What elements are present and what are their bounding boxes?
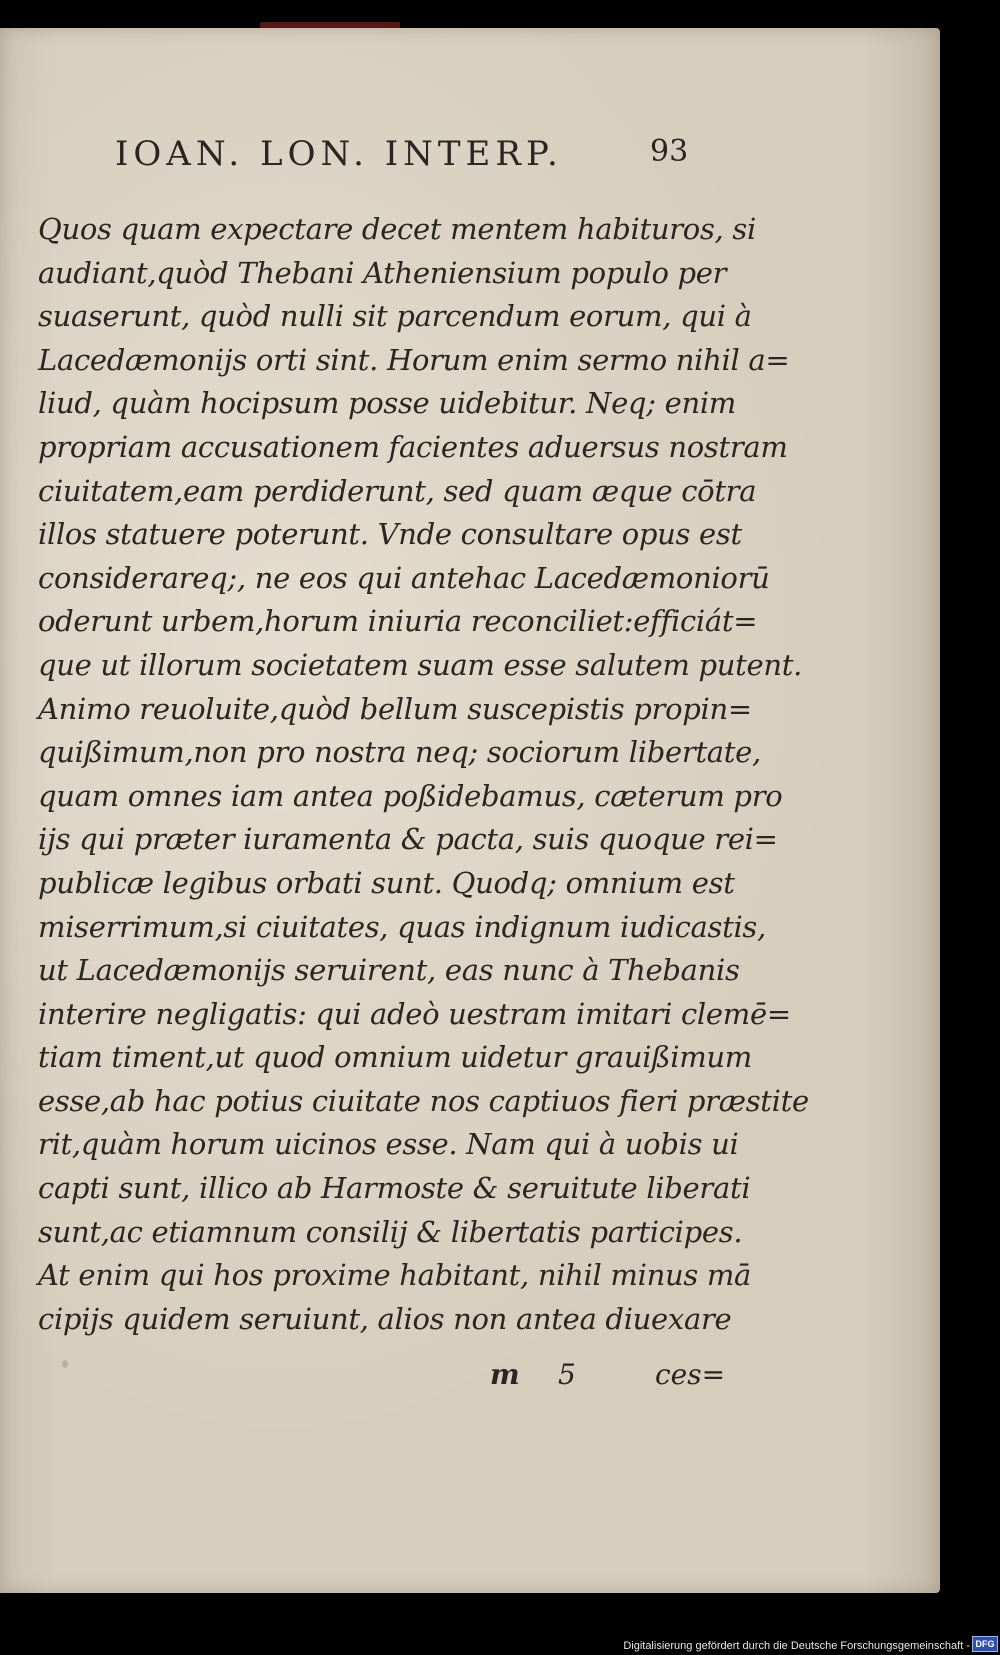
text-line: At enim qui hos proxime habitant, nihil minus mā <box>38 1258 752 1293</box>
text-line: propriam accusationem facientes aduersus nostram <box>38 429 788 464</box>
text-line: illos statuere poterunt. Vnde consultare opus est <box>38 517 742 552</box>
book-page <box>0 28 940 1593</box>
text-line: esse,ab hac potius ciuitate nos captiuos fieri præstite <box>38 1083 809 1118</box>
running-head-title: IOAN. LON. INTERP. <box>115 134 563 174</box>
text-line: quam omnes iam antea poßidebamus, cæterum pro <box>38 778 783 813</box>
text-line: sunt,ac etiamnum consilij & libertatis participes. <box>38 1214 743 1249</box>
text-line: suaserunt, quòd nulli sit parcendum eorum, qui à <box>38 299 752 334</box>
text-line: publicæ legibus orbati sunt. Quodq; omnium est <box>38 865 735 900</box>
text-line: Quos quam expectare decet mentem habituros, si <box>38 212 756 246</box>
text-line: quißimum,non pro nostra neq; sociorum libertate, <box>38 735 761 770</box>
catchline <box>490 1358 726 1398</box>
signature-mark: m <box>490 1358 520 1391</box>
text-line: rit,quàm horum uicinos esse. Nam qui à uobis ui <box>38 1127 739 1162</box>
text-line: interire negligatis: qui adeò uestram imitari clemē= <box>38 996 791 1031</box>
text-line: ijs qui præter iuramenta & pacta, suis quoque rei= <box>38 822 778 857</box>
paper-speck <box>62 1360 68 1368</box>
page-number: 93 <box>650 134 689 169</box>
text-line: que ut illorum societatem suam esse salutem putent. <box>38 647 803 682</box>
text-line: liud, quàm hocipsum posse uidebitur. Neq; enim <box>38 386 737 421</box>
text-line: capti sunt, illico ab Harmoste & seruitute liberati <box>38 1171 751 1206</box>
footer-bar <box>0 1633 1000 1655</box>
text-line: audiant,quòd Thebani Atheniensium populo per <box>38 255 727 290</box>
text-line: tiam timent,ut quod omnium uidetur grauißimum <box>38 1040 752 1075</box>
running-head <box>0 128 940 188</box>
text-line: Lacedæmonijs orti sint. Horum enim sermo nihil a= <box>38 342 790 377</box>
dfg-logo: DFG <box>972 1636 998 1652</box>
text-line: ciuitatem,eam perdiderunt, sed quam æque cōtra <box>38 473 757 508</box>
text-line: miserrimum,si ciuitates, quas indignum iudicastis, <box>38 909 766 944</box>
text-line: Animo reuoluite,quòd bellum suscepistis propin= <box>38 691 752 726</box>
text-line: ut Lacedæmonijs seruirent, eas nunc à Thebanis <box>38 953 740 988</box>
catchword: ces= <box>655 1358 726 1391</box>
funding-credit: Digitalisierung gefördert durch die Deutsche Forschungsgemeinschaft - <box>623 1640 970 1652</box>
text-line: cipijs quidem seruiunt, alios non antea diuexare <box>38 1301 732 1336</box>
text-line: considerareq;, ne eos qui antehac Lacedæmoniorū <box>38 560 770 595</box>
signature-number: 5 <box>558 1358 576 1391</box>
body-text <box>38 208 809 1341</box>
text-line: oderunt urbem,horum iniuria reconciliet:efficiát= <box>38 604 758 639</box>
